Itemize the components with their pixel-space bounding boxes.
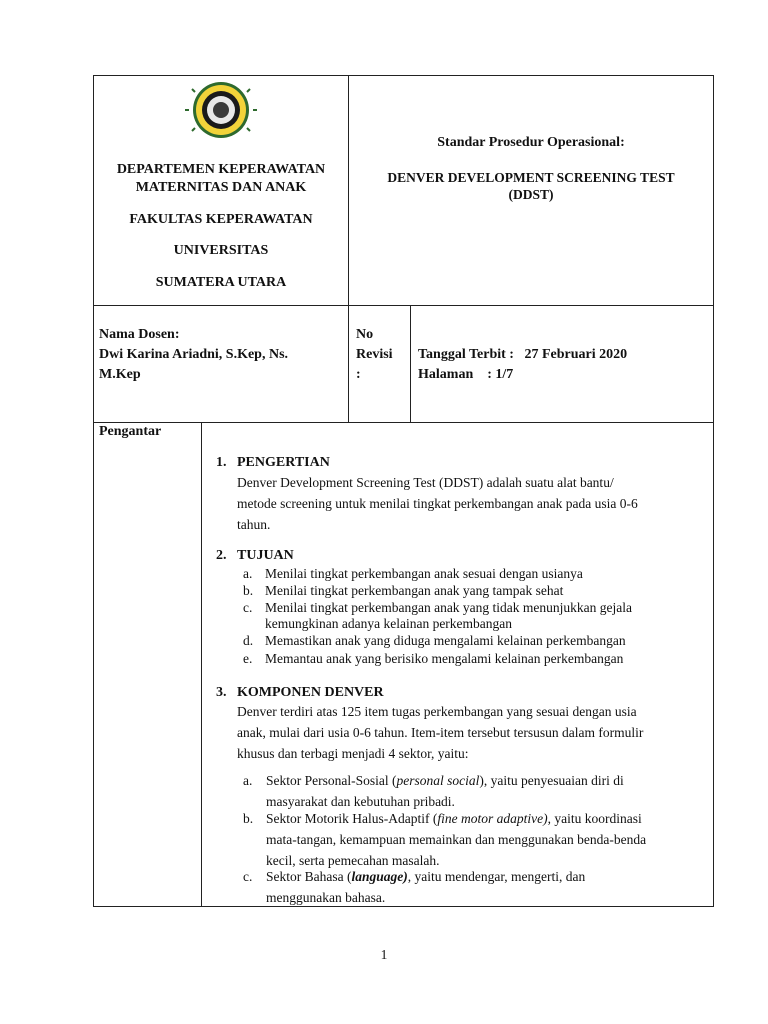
section-3-text-line2: anak, mulai dari usia 0-6 tahun. Item-item tersebut tersusun dalam formulir (237, 725, 644, 740)
faculty-name: FAKULTAS KEPERAWATAN (129, 212, 313, 227)
komponen-item-a-line2: masyarakat dan kebutuhan pribadi. (266, 794, 455, 809)
komponen-item-c-line1 (266, 866, 706, 887)
meta-row-divider (93, 422, 714, 423)
section-1-number: 1. (216, 455, 227, 470)
document-title-line1: DENVER DEVELOPMENT SCREENING TEST (387, 170, 675, 185)
komponen-item-c-letter: c. (243, 869, 253, 884)
komponen-item-c-term: language) (351, 869, 408, 884)
tujuan-item-e-letter: e. (243, 651, 253, 666)
tujuan-item-c-letter: c. (243, 600, 253, 615)
komponen-item-b-line3: kecil, serta pemecahan masalah. (266, 853, 440, 868)
section-3-text-line1: Denver terdiri atas 125 item tugas perkembangan yang sesuai dengan usia (237, 704, 637, 719)
department-name-line2: MATERNITAS DAN ANAK (135, 180, 307, 195)
komponen-item-a-line1 (266, 770, 706, 791)
komponen-item-b-line1 (266, 808, 706, 829)
page-number: 1 (380, 947, 388, 962)
body-col-divider (201, 422, 202, 907)
komponen-item-a-letter: a. (243, 773, 253, 788)
section-1-text-line2: metode screening untuk menilai tingkat perkembangan anak pada usia 0-6 (237, 496, 638, 511)
section-2-title: TUJUAN (237, 548, 294, 563)
tanggal-label: Tanggal Terbit : (418, 347, 514, 362)
komponen-item-b-letter: b. (243, 811, 254, 826)
section-label-pengantar: Pengantar (99, 424, 162, 439)
tujuan-item-c-text-line2: kemungkinan adanya kelainan perkembangan (265, 616, 513, 631)
komponen-item-a-pre: Sektor Personal-Sosial ( (266, 773, 397, 788)
header-col-divider (348, 75, 349, 422)
table-border-left (93, 75, 94, 907)
section-1-title: PENGERTIAN (237, 455, 330, 470)
komponen-item-c-line2: menggunakan bahasa. (266, 890, 386, 905)
table-border-right (713, 75, 714, 907)
komponen-item-c-post: , yaitu mendengar, mengerti, dan (407, 869, 586, 884)
university-name: UNIVERSITAS (173, 243, 269, 258)
meta-col-divider (410, 305, 411, 422)
tujuan-item-d-letter: d. (243, 633, 254, 648)
tujuan-item-c-text-line1: Menilai tingkat perkembangan anak yang tidak menunjukkan gejala (265, 600, 633, 615)
section-1-text-line3: tahun. (237, 517, 271, 532)
tujuan-item-a-letter: a. (243, 566, 253, 581)
tujuan-item-b-letter: b. (243, 583, 254, 598)
section-1-text-line1: Denver Development Screening Test (DDST) adalah suatu alat bantu/ (237, 475, 614, 490)
table-border-top (93, 75, 714, 76)
tujuan-item-e-text: Memantau anak yang berisiko mengalami kelainan perkembangan (265, 651, 624, 666)
halaman-value: : 1/7 (487, 367, 514, 382)
revisi-label-line3: : (356, 367, 361, 382)
tujuan-item-d-text: Memastikan anak yang diduga mengalami kelainan perkembangan (265, 633, 626, 648)
dosen-name-line1: Dwi Karina Ariadni, S.Kep, Ns. (99, 347, 289, 362)
dosen-name-line2: M.Kep (99, 367, 141, 382)
university-name-2: SUMATERA UTARA (155, 275, 287, 290)
komponen-item-b-pre: Sektor Motorik Halus-Adaptif ( (266, 811, 438, 826)
revisi-label-line2: Revisi (356, 347, 393, 362)
department-name-line1: DEPARTEMEN KEPERAWATAN (116, 162, 326, 177)
komponen-item-b-term: fine motor adaptive) (437, 811, 548, 826)
komponen-item-b-post: , yaitu koordinasi (547, 811, 642, 826)
komponen-item-a-term: personal social (396, 773, 480, 788)
tujuan-item-b-text: Menilai tingkat perkembangan anak yang tampak sehat (265, 583, 564, 598)
section-3-text-line3: khusus dan terbagi menjadi 4 sektor, yaitu: (237, 746, 469, 761)
section-3-number: 3. (216, 685, 227, 700)
revisi-label-line1: No (356, 327, 374, 342)
dosen-label: Nama Dosen: (99, 327, 180, 342)
komponen-item-b-line2: mata-tangan, kemampuan memainkan dan menggunakan benda-benda (266, 832, 647, 847)
document-title-line2: (DDST) (508, 187, 554, 202)
tujuan-item-a-text: Menilai tingkat perkembangan anak sesuai dengan usianya (265, 566, 583, 581)
header-row-divider (93, 305, 714, 306)
sop-title: Standar Prosedur Operasional: (437, 135, 625, 150)
tanggal-value: 27 Februari 2020 (524, 347, 628, 362)
komponen-item-a-post: ), yaitu penyesuaian diri di (479, 773, 624, 788)
section-2-number: 2. (216, 548, 227, 563)
section-3-title: KOMPONEN DENVER (237, 685, 384, 700)
halaman-label: Halaman (418, 367, 474, 382)
faculty-logo (183, 80, 259, 140)
komponen-item-c-pre: Sektor Bahasa ( (266, 869, 352, 884)
